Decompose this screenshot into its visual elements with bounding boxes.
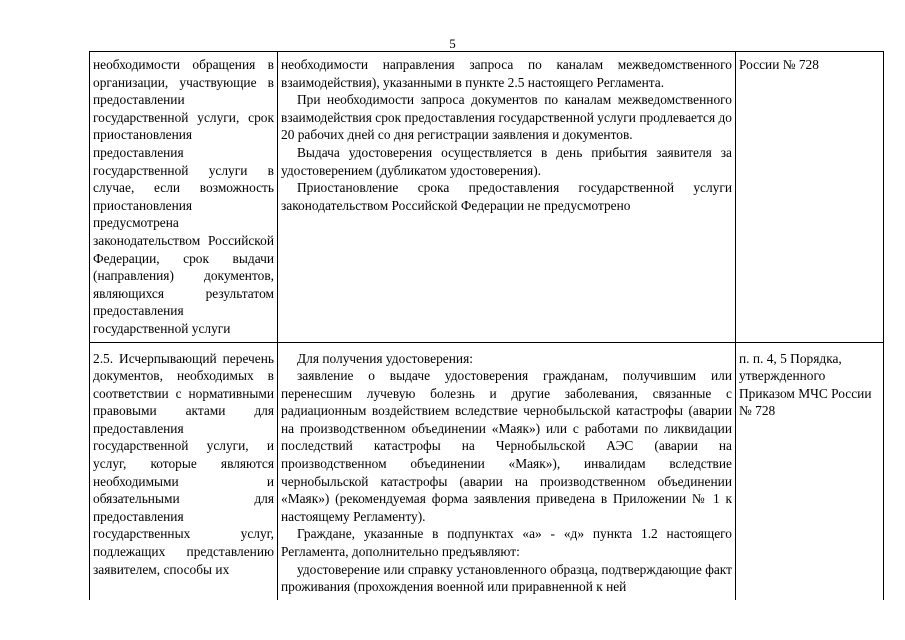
legal-reference-cell <box>736 52 884 343</box>
content-cell <box>278 342 736 600</box>
content-paragraph: Приостановление срока предоставления государственной услуги законодательством Российской Федерации не предусмотрено <box>281 180 732 213</box>
table-row <box>90 342 884 600</box>
content-paragraph: Выдача удостоверения осуществляется в день прибытия заявителя за удостоверением (дубликатом удостоверения). <box>281 144 732 178</box>
content-cell <box>278 52 736 343</box>
legal-reference-cell <box>736 342 884 600</box>
content-paragraph: При необходимости запроса документов по каналам межведомственного взаимодействия срок предоставления государственной услуги продлевается до 20 рабочих дней со дня регистрации заявления и документов. <box>281 92 732 143</box>
requirement-text: 2.5. Исчерпывающий перечень документов, необходимых в соответствии с нормативными правовыми актами для предоставления государственной услуги, и услуг, которые являются необходимыми и обязательными для предоставления государственных услуг, подлежащих представлению заявителем, способы их <box>93 350 274 577</box>
content-paragraph: Для получения удостоверения: <box>297 350 473 366</box>
requirement-text: необходимости обращения в организации, участвующие в предоставлении государственной услуги, срок приостановления предоставления государственной услуги в случае, если возможность приостановления предусмотрена законодательством Российской Федерации, срок выдачи (направления) документов, являющихся результатом предоставления государственной услуги <box>93 57 274 336</box>
legal-reference-text: п. п. 4, 5 Порядка, утвержденного Приказом МЧС России № 728 <box>739 350 872 419</box>
content-paragraph: необходимости направления запроса по каналам межведомственного взаимодействия), указанными в пункте 2.5 настоящего Регламента. <box>281 57 732 90</box>
content-paragraph: заявление о выдаче удостоверения гражданам, получившим или перенесшим лучевую болезнь и другие заболевания, связанные с радиационным воздействием вследствие чернобыльской катастрофы (аварии на производственном объединении «Маяк») или с работами по ликвидации последствий катастрофы на Чернобыльской АЭС (аварии на производственном объединении «Маяк»), инвалидам вследствие чернобыльской катастрофы (аварии на производственном объединении «Маяк») (рекомендуемая форма заявления приведена в Приложении № 1 к настоящему Регламенту). <box>281 368 732 524</box>
content-paragraph: Граждане, указанные в подпунктах «а» - «д» пункта 1.2 настоящего Регламента, дополнительно предъявляют: <box>281 526 732 560</box>
page-number: 5 <box>449 36 456 51</box>
requirement-cell <box>90 342 278 600</box>
legal-reference-text: России № 728 <box>739 57 819 72</box>
table-row <box>90 52 884 343</box>
regulation-table <box>89 51 884 600</box>
content-paragraph: удостоверение или справку установленного образца, подтверждающие факт проживания (прохождения военной или приравненной к ней <box>281 561 732 595</box>
requirement-cell <box>90 52 278 343</box>
